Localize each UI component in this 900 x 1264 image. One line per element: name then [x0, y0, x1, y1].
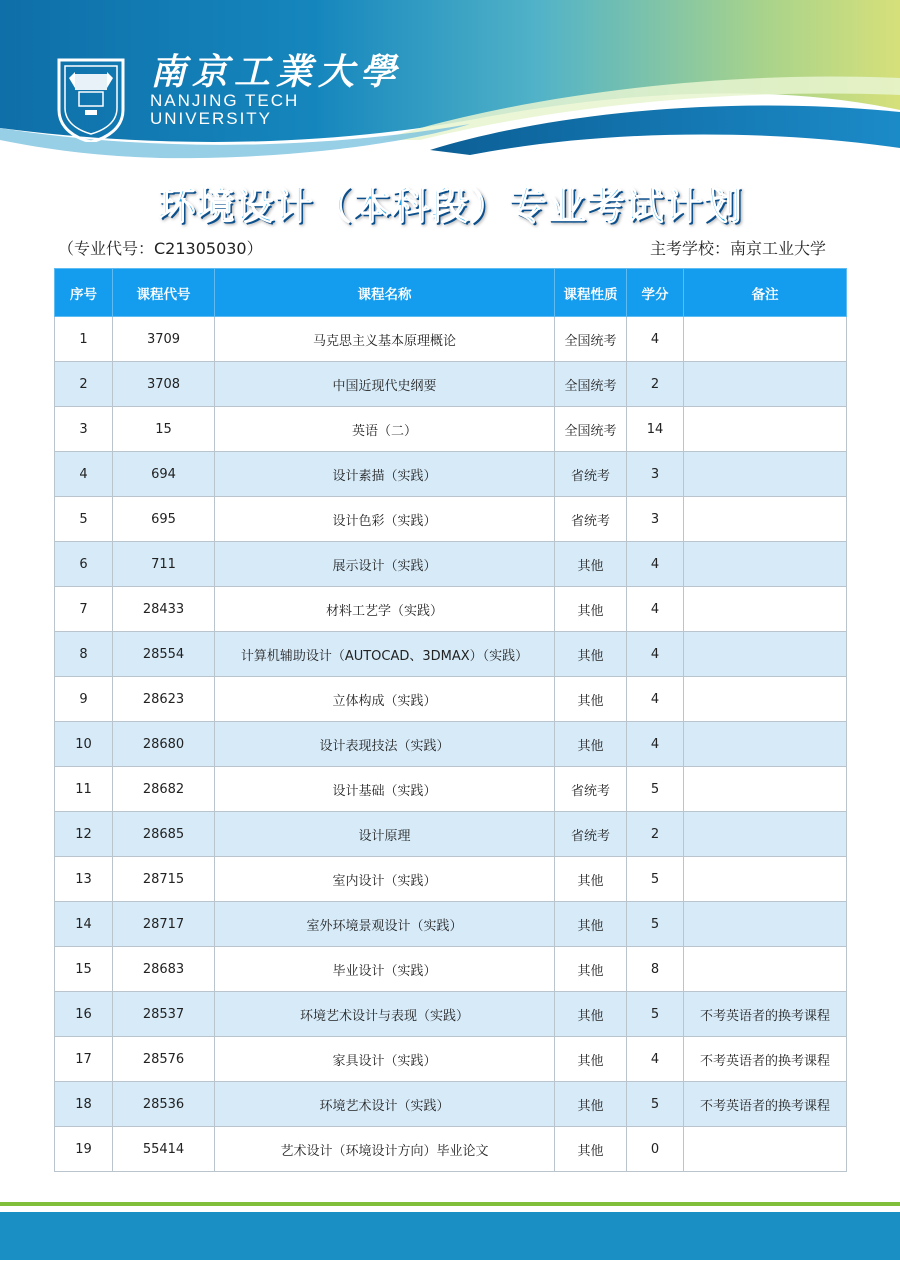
table-row — [55, 1037, 847, 1082]
row-course-type: 其他 — [555, 632, 627, 677]
header-course-name: 课程名称 — [215, 269, 555, 317]
row-note — [684, 767, 847, 812]
table-row — [55, 677, 847, 722]
row-note — [684, 362, 847, 407]
row-course-code: 28683 — [113, 947, 215, 992]
row-course-code: 28717 — [113, 902, 215, 947]
row-note — [684, 812, 847, 857]
table-row — [55, 812, 847, 857]
row-course-name: 家具设计（实践） — [215, 1037, 555, 1082]
header-background — [0, 0, 900, 170]
row-course-code: 28433 — [113, 587, 215, 632]
row-no: 12 — [55, 812, 113, 857]
row-no: 6 — [55, 542, 113, 587]
row-credit: 5 — [627, 992, 684, 1037]
header-banner — [0, 0, 900, 170]
table-row — [55, 992, 847, 1037]
table-row — [55, 497, 847, 542]
row-credit: 2 — [627, 362, 684, 407]
row-course-name: 室内设计（实践） — [215, 857, 555, 902]
row-no: 1 — [55, 317, 113, 362]
row-course-name: 中国近现代史纲要 — [215, 362, 555, 407]
table-row — [55, 632, 847, 677]
row-course-code: 695 — [113, 497, 215, 542]
university-name-cn: 南京工業大學 — [150, 51, 403, 93]
row-note — [684, 587, 847, 632]
table-row — [55, 1127, 847, 1172]
row-course-type: 全国统考 — [555, 407, 627, 452]
row-course-type: 全国统考 — [555, 362, 627, 407]
row-no: 10 — [55, 722, 113, 767]
row-no: 3 — [55, 407, 113, 452]
major-code-label: （专业代号：C21305030） — [58, 239, 263, 258]
header-no: 序号 — [55, 269, 113, 317]
row-course-code: 28536 — [113, 1082, 215, 1127]
row-credit: 4 — [627, 542, 684, 587]
row-credit: 4 — [627, 722, 684, 767]
row-note — [684, 452, 847, 497]
row-course-code: 711 — [113, 542, 215, 587]
row-course-name: 材料工艺学（实践） — [215, 587, 555, 632]
row-no: 17 — [55, 1037, 113, 1082]
table-row — [55, 542, 847, 587]
row-note: 不考英语者的换考课程 — [684, 1037, 847, 1082]
row-course-type: 其他 — [555, 902, 627, 947]
row-course-type: 其他 — [555, 1082, 627, 1127]
table-row — [55, 767, 847, 812]
row-credit: 3 — [627, 452, 684, 497]
table-row — [55, 407, 847, 452]
row-course-code: 3708 — [113, 362, 215, 407]
row-course-code: 28680 — [113, 722, 215, 767]
row-credit: 5 — [627, 902, 684, 947]
row-course-code: 15 — [113, 407, 215, 452]
row-credit: 4 — [627, 317, 684, 362]
row-credit: 5 — [627, 1082, 684, 1127]
row-course-name: 设计素描（实践） — [215, 452, 555, 497]
university-name-en-line2: UNIVERSITY — [150, 109, 273, 128]
row-note — [684, 317, 847, 362]
row-course-code: 3709 — [113, 317, 215, 362]
header-course-type: 课程性质 — [555, 269, 627, 317]
row-course-code: 28554 — [113, 632, 215, 677]
row-credit: 4 — [627, 677, 684, 722]
row-course-name: 立体构成（实践） — [215, 677, 555, 722]
row-course-type: 全国统考 — [555, 317, 627, 362]
row-course-code: 28685 — [113, 812, 215, 857]
row-course-type: 其他 — [555, 1037, 627, 1082]
university-logo-text — [150, 52, 402, 128]
row-no: 19 — [55, 1127, 113, 1172]
university-name-en-line1: NANJING TECH — [150, 91, 300, 110]
row-credit: 0 — [627, 1127, 684, 1172]
row-no: 4 — [55, 452, 113, 497]
row-course-code: 28682 — [113, 767, 215, 812]
row-no: 5 — [55, 497, 113, 542]
host-school-label: 主考学校：南京工业大学 — [649, 239, 826, 258]
table-row — [55, 452, 847, 497]
row-no: 9 — [55, 677, 113, 722]
row-course-type: 其他 — [555, 857, 627, 902]
table-row — [55, 317, 847, 362]
row-course-code: 28576 — [113, 1037, 215, 1082]
row-credit: 8 — [627, 947, 684, 992]
university-emblem-icon — [55, 58, 127, 142]
row-course-name: 环境艺术设计（实践） — [215, 1082, 555, 1127]
row-note — [684, 1127, 847, 1172]
row-course-name: 环境艺术设计与表现（实践） — [215, 992, 555, 1037]
row-note — [684, 677, 847, 722]
row-course-name: 计算机辅助设计（AUTOCAD、3DMAX）（实践） — [215, 632, 555, 677]
row-course-type: 省统考 — [555, 497, 627, 542]
row-note — [684, 542, 847, 587]
row-course-name: 展示设计（实践） — [215, 542, 555, 587]
table-row — [55, 857, 847, 902]
row-no: 15 — [55, 947, 113, 992]
row-course-code: 694 — [113, 452, 215, 497]
row-course-code: 28715 — [113, 857, 215, 902]
row-course-name: 设计原理 — [215, 812, 555, 857]
row-course-code: 28537 — [113, 992, 215, 1037]
row-no: 7 — [55, 587, 113, 632]
row-note — [684, 407, 847, 452]
row-course-type: 其他 — [555, 542, 627, 587]
row-course-code: 28623 — [113, 677, 215, 722]
row-course-name: 毕业设计（实践） — [215, 947, 555, 992]
page-title: 环境设计（本科段）专业考试计划 — [157, 184, 743, 228]
row-course-type: 省统考 — [555, 452, 627, 497]
row-no: 16 — [55, 992, 113, 1037]
table-body — [55, 317, 847, 1172]
row-no: 13 — [55, 857, 113, 902]
row-note — [684, 902, 847, 947]
row-course-name: 设计色彩（实践） — [215, 497, 555, 542]
row-note: 不考英语者的换考课程 — [684, 992, 847, 1037]
row-note — [684, 857, 847, 902]
row-note — [684, 632, 847, 677]
row-course-name: 英语（二） — [215, 407, 555, 452]
table-row — [55, 722, 847, 767]
row-note — [684, 947, 847, 992]
row-credit: 4 — [627, 587, 684, 632]
row-note — [684, 497, 847, 542]
table-row — [55, 1082, 847, 1127]
table-row — [55, 587, 847, 632]
footer-bar — [0, 1202, 900, 1260]
row-course-type: 省统考 — [555, 812, 627, 857]
table-row — [55, 902, 847, 947]
row-no: 11 — [55, 767, 113, 812]
row-no: 2 — [55, 362, 113, 407]
row-course-name: 艺术设计（环境设计方向）毕业论文 — [215, 1127, 555, 1172]
row-course-type: 省统考 — [555, 767, 627, 812]
row-no: 18 — [55, 1082, 113, 1127]
row-note: 不考英语者的换考课程 — [684, 1082, 847, 1127]
table-row — [55, 947, 847, 992]
row-credit: 4 — [627, 632, 684, 677]
header-credit: 学分 — [627, 269, 684, 317]
row-course-type: 其他 — [555, 587, 627, 632]
row-credit: 5 — [627, 857, 684, 902]
row-credit: 2 — [627, 812, 684, 857]
header-course-code: 课程代号 — [113, 269, 215, 317]
row-course-type: 其他 — [555, 677, 627, 722]
row-course-name: 设计表现技法（实践） — [215, 722, 555, 767]
row-no: 14 — [55, 902, 113, 947]
row-credit: 5 — [627, 767, 684, 812]
table-row — [55, 362, 847, 407]
row-course-type: 其他 — [555, 1127, 627, 1172]
row-course-name: 室外环境景观设计（实践） — [215, 902, 555, 947]
row-no: 8 — [55, 632, 113, 677]
row-credit: 14 — [627, 407, 684, 452]
row-course-code: 55414 — [113, 1127, 215, 1172]
table-header-row — [55, 269, 847, 317]
row-credit: 3 — [627, 497, 684, 542]
row-course-type: 其他 — [555, 992, 627, 1037]
row-course-name: 马克思主义基本原理概论 — [215, 317, 555, 362]
row-credit: 4 — [627, 1037, 684, 1082]
row-note — [684, 722, 847, 767]
row-course-name: 设计基础（实践） — [215, 767, 555, 812]
exam-plan-table — [54, 268, 847, 1172]
header-note: 备注 — [684, 269, 847, 317]
row-course-type: 其他 — [555, 947, 627, 992]
row-course-type: 其他 — [555, 722, 627, 767]
